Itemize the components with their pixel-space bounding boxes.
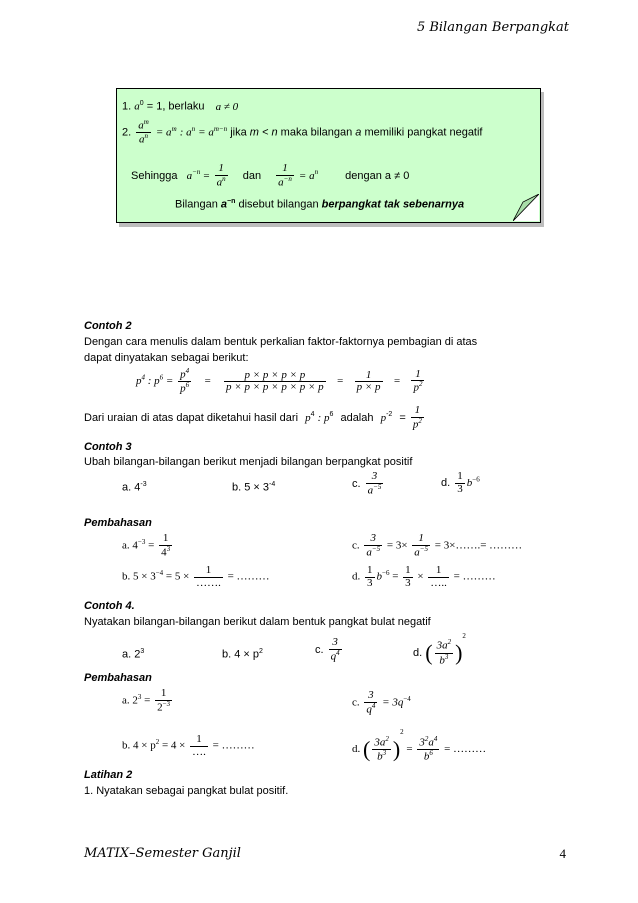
contoh-2-paragraph-line-2: dapat dinyatakan sebagai berikut:: [84, 352, 249, 364]
rule-2-number: 2.: [122, 126, 132, 139]
latihan-2-heading: Latihan 2: [84, 769, 133, 781]
pembahasan-1-heading: Pembahasan: [84, 517, 152, 529]
contoh-2-conclusion: Dari uraian di atas dapat diketahui hasil dari $p^4$ : $p^6$ adalah $p^{-2}$ = $\frac{1}{p^2}$: [84, 404, 422, 431]
rule-1-condition: a ≠ 0: [215, 100, 239, 113]
pembahasan-2-heading: Pembahasan: [84, 672, 152, 684]
rule-3: Sehingga $a^{-n}$ = $\frac{1}{a^n}$ dan $\frac{1}{a^{-n}}$ = $a^n$ dengan a ≠ 0: [131, 162, 410, 189]
contoh-3-item-a: a. $4^{-3}$: [122, 481, 147, 494]
latihan-2-item-1: 1. Nyatakan sebagai pangkat bulat positif.: [84, 785, 289, 797]
contoh-4-item-b: b. $4 \times p^2$: [222, 648, 263, 661]
pembahasan-2-item-a: a. $2^3$ = $\frac{1}{2^{-3}}$: [122, 687, 171, 714]
contoh-3-heading: Contoh 3: [84, 441, 132, 453]
rule-3-fraction-2: $\frac{1}{a^{-n}}$: [278, 162, 292, 189]
contoh-2-paragraph-line-1: Dengan cara menulis dalam bentuk perkalian faktor-faktornya pembagian di atas: [84, 336, 478, 348]
contoh-3-item-b: b. $5 \times 3^{-4}$: [232, 481, 276, 494]
rule-1-number: 1.: [122, 100, 132, 113]
contoh-2-heading: Contoh 2: [84, 320, 132, 332]
rules-note-box: [116, 88, 541, 223]
pembahasan-2-item-d: d. ( $\frac{3a^2}{b^3}$ )$^2$ = $\frac{3^2a^4}{b^6}$ = ………: [352, 728, 487, 763]
pembahasan-2-item-c: c. $\frac{3}{q^4}$ = $3q^{-4}$: [352, 689, 411, 716]
pembahasan-1-item-b: b. $5 \times 3^{-4} = 5$ × $\frac{1}{\dots\dots.}$ = ………: [122, 564, 270, 589]
contoh-4-item-c: c. $\frac{3}{q^4}$: [315, 636, 340, 663]
contoh-4-instruction: Nyatakan bilangan-bilangan berikut dalam bentuk pangkat bulat negatif: [84, 616, 431, 628]
rule-1-base: a: [134, 100, 140, 113]
page-number: 4: [559, 846, 566, 861]
contoh-2-equation: $p^4$ : $p^6$ = $\frac{p^4}{p^6}$ = $\frac{p \times p \times p \times p}{p \times p \times p \times p \times p \times p}$ = $\frac{1}{p \times p}$ = $\frac{1}{p^2}$: [136, 367, 423, 395]
rule-2-fraction: $\frac{a^m}{a^n}$: [138, 118, 149, 146]
contoh-3-instruction: Ubah bilangan-bilangan berikut menjadi bilangan berpangkat positif: [84, 456, 413, 468]
rule-4: Bilangan $a^{-n}$ disebut bilangan berpangkat tak sebenarnya: [175, 198, 465, 211]
footer-title: MATIX–Semester Ganjil: [84, 846, 241, 861]
rule-3-fraction-1: $\frac{1}{a^n}$: [216, 162, 226, 189]
rule-1-text: = 1, berlaku: [146, 100, 205, 113]
contoh-4-item-a: a. $2^3$: [122, 648, 145, 661]
pembahasan-1-item-d: d. $\frac{1}{3}$ $b^{-6}$ = $\frac{1}{3}$ × $\frac{1}{\dots..}$ = ………: [352, 564, 496, 589]
page-curl-icon: [513, 194, 539, 221]
contoh-4-heading: Contoh 4.: [84, 600, 135, 612]
contoh-3-item-c: c. $\frac{3}{a^{-5}}$: [352, 470, 382, 497]
rule-2: 2. $\frac{a^m}{a^n}$ = $a^m$ : $a^n = a^{m-n}$ jika m < n maka bilangan a memiliki pangkat negatif: [122, 118, 483, 146]
contoh-3-item-d: d. $\frac{1}{3}$ $b^{-6}$: [441, 470, 480, 495]
rule-1: [122, 100, 238, 113]
pembahasan-1-item-c: c. $\frac{3}{a^{-5}}$ = 3× $\frac{1}{a^{-5}}$ = 3×…….= ………: [352, 532, 523, 559]
rule-1-exponent: 0: [139, 100, 144, 107]
pembahasan-1-item-a: a. $4^{-3}$ = $\frac{1}{4^3}$: [122, 532, 171, 559]
running-header: 5 Bilangan Berpangkat: [416, 20, 569, 35]
pembahasan-2-item-b: b. $4 \times p^2 = 4$ × $\frac{1}{\dots.}$ = ………: [122, 733, 255, 758]
contoh-4-item-d: d. ( $\frac{3a^2}{b^3}$ )$^2$: [413, 632, 466, 667]
